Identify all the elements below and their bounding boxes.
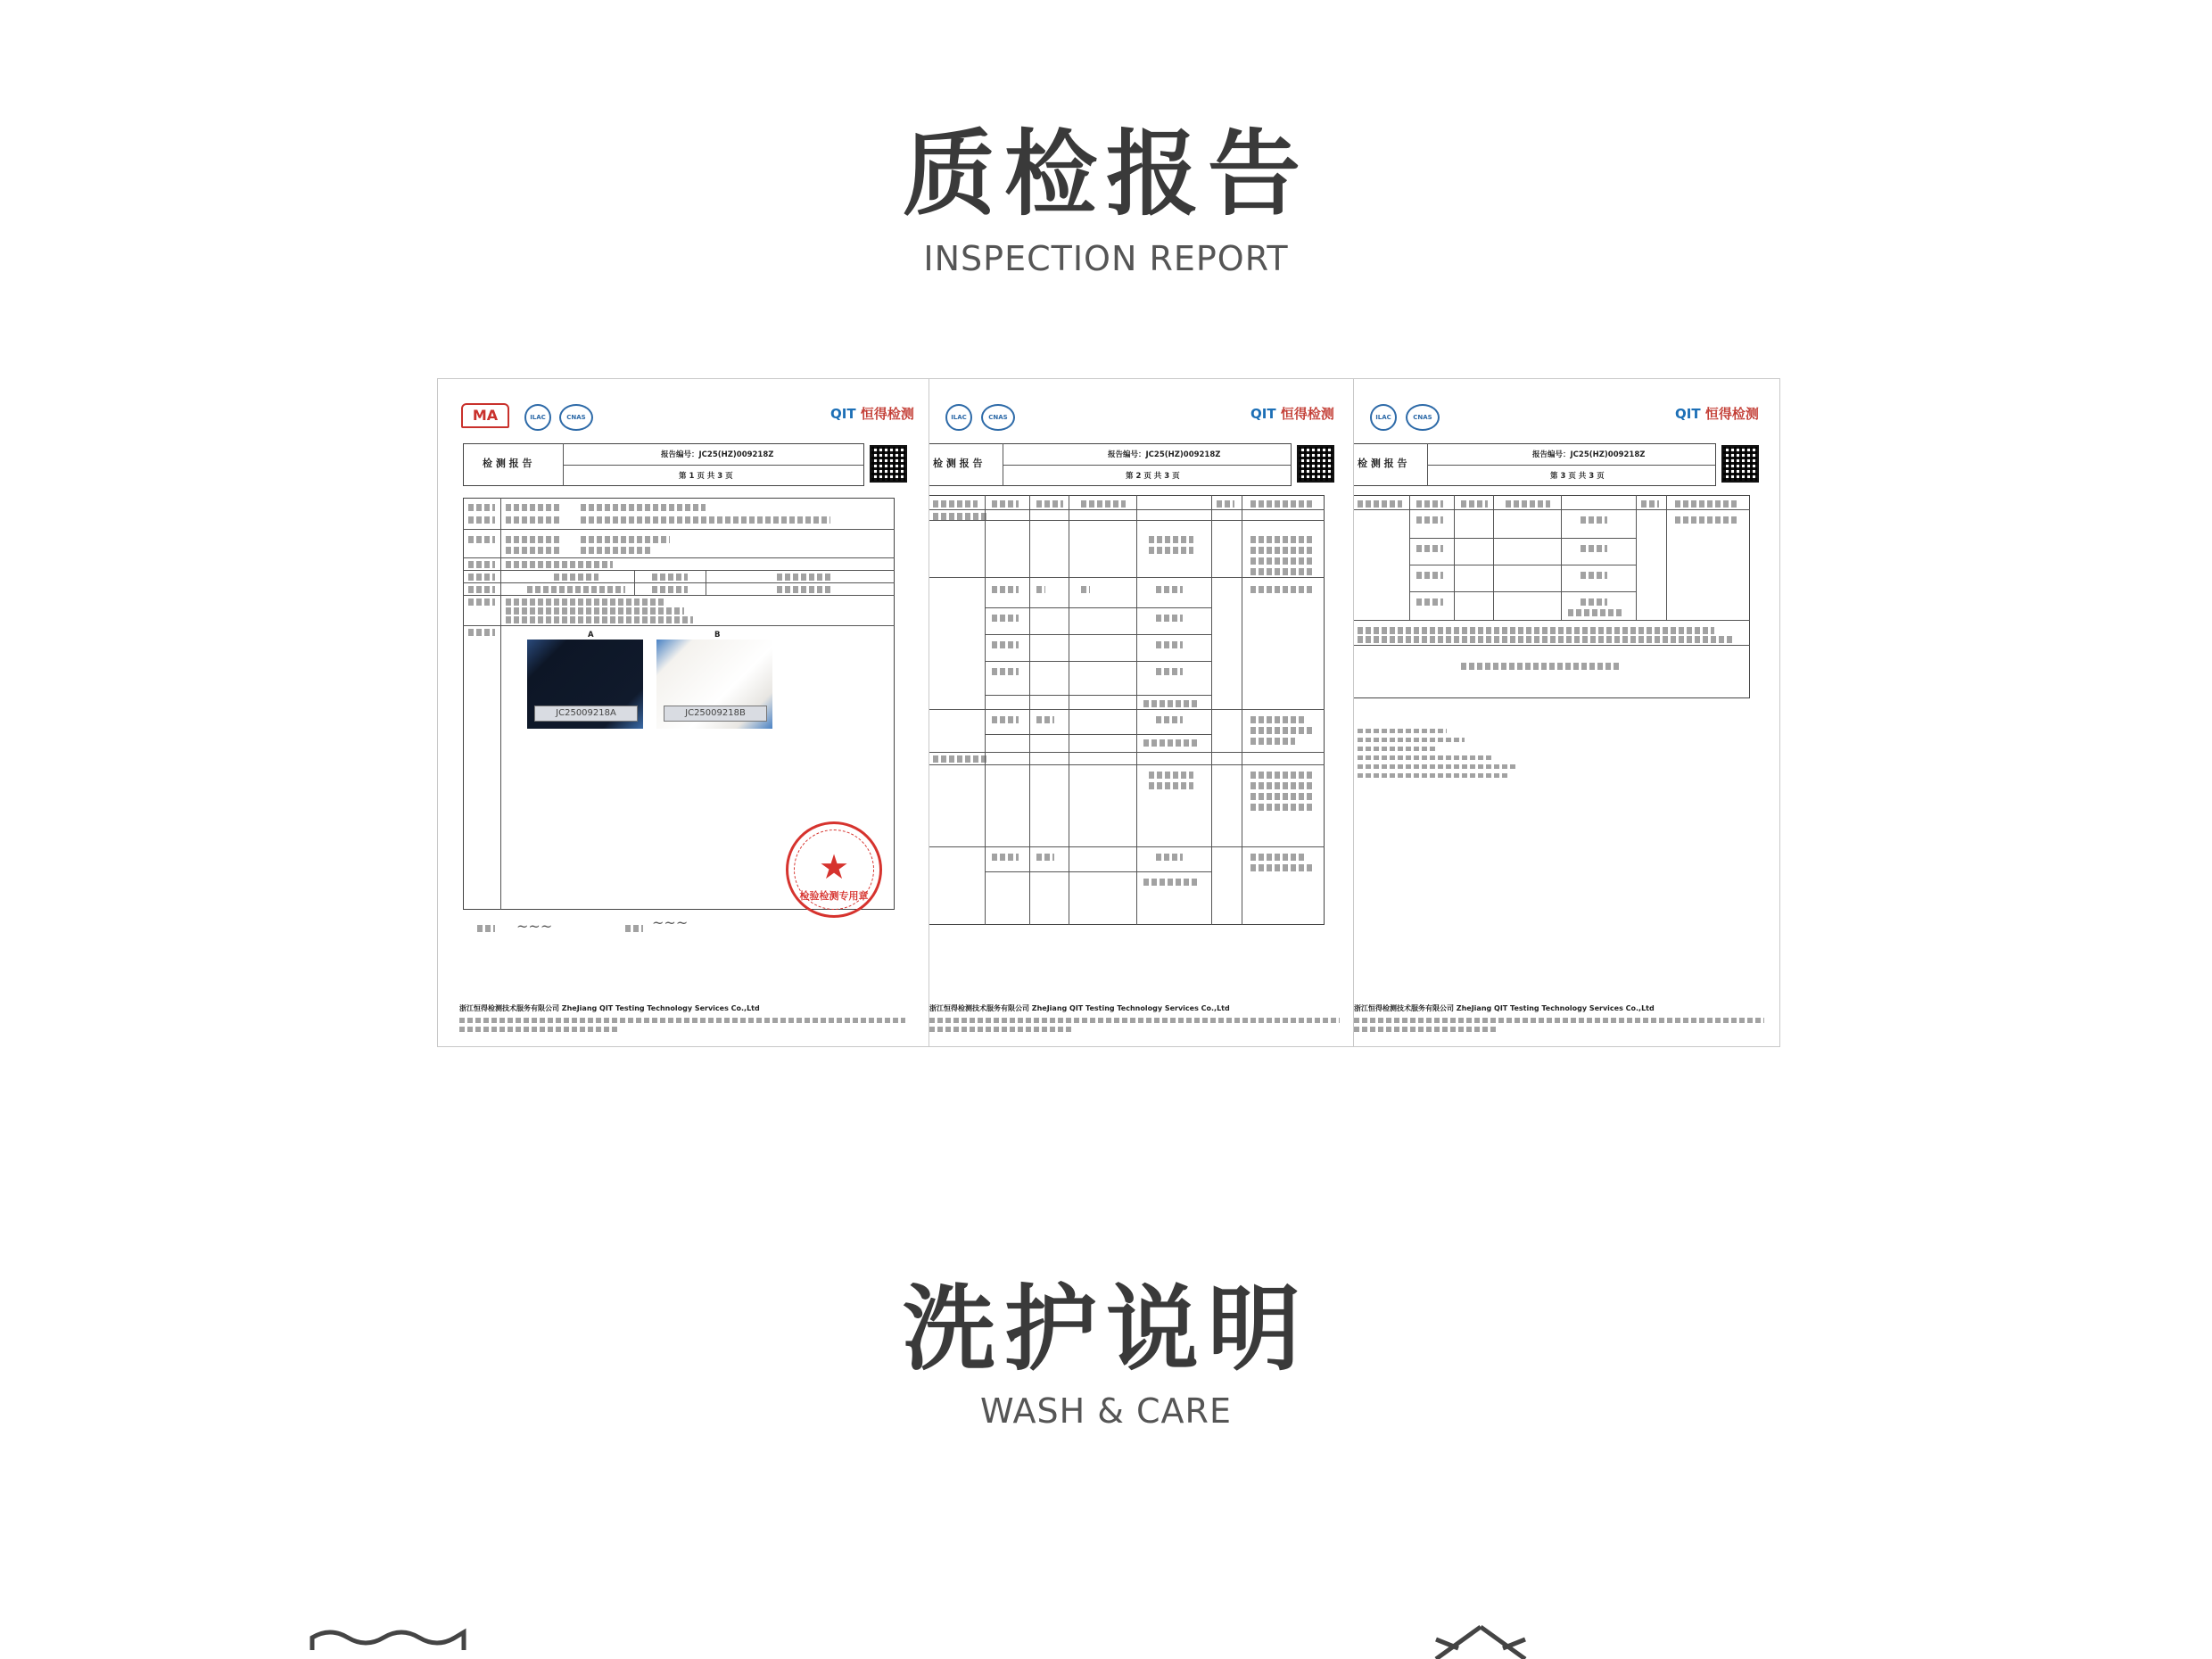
approver-signature: ~~~ [516,918,553,935]
qr-code-icon [1297,445,1334,483]
cnas-logo-icon: CNAS [981,404,1015,431]
cnas-logo-icon: CNAS [559,404,593,431]
cnas-logo-icon: CNAS [1406,404,1440,431]
footer-company: 浙江恒得检测技术服务有限公司 ZheJiang QIT Testing Technology Services Co.,Ltd [459,1004,760,1012]
report-heading: 检 测 报 告 [1358,458,1407,469]
care-title: 洗护说明 [902,1275,1309,1383]
inspection-seal-icon: ★ 检验检测专用章 [786,821,882,918]
qit-logo: QIT 恒得检测 [1250,406,1334,422]
bleach-triangle-icon [1418,1622,1543,1659]
qit-logo: QIT 恒得检测 [830,406,914,422]
ilac-logo-icon: ILAC [945,404,972,431]
report-page-1 [438,379,929,1046]
report-page-2 [929,379,1354,1046]
preparer-signature: ~~~ [652,914,689,931]
qit-logo: QIT 恒得检测 [1675,406,1759,422]
ilac-logo-icon: ILAC [524,404,551,431]
inspection-subtitle: INSPECTION REPORT [923,239,1289,278]
report-heading: 检 测 报 告 [483,458,532,469]
sample-a-label: A [588,631,594,640]
page-indicator: 第 2 页 共 3 页 [1126,472,1180,481]
wash-basin-icon [303,1623,482,1659]
sample-a-tag: JC25009218A [534,706,638,722]
inspection-title: 质检报告 [902,120,1309,228]
footer-company: 浙江恒得检测技术服务有限公司 ZheJiang QIT Testing Technology Services Co.,Ltd [1354,1004,1655,1012]
report-heading: 检 测 报 告 [933,458,983,469]
qr-code-icon [1721,445,1759,483]
page-indicator: 第 3 页 共 3 页 [1550,472,1605,481]
footer-company: 浙江恒得检测技术服务有限公司 ZheJiang QIT Testing Technology Services Co.,Ltd [929,1004,1230,1012]
inspection-report-sheets [437,378,1780,1047]
report-number: 报告编号：JC25(HZ)009218Z [1108,450,1221,459]
qr-code-icon [870,445,907,483]
sample-b-label: B [714,631,721,640]
sample-a-photo [527,640,643,729]
sample-b-photo [656,640,772,729]
ilac-logo-icon: ILAC [1370,404,1397,431]
report-number: 报告编号：JC25(HZ)009218Z [1532,450,1646,459]
report-page-3 [1354,379,1779,1046]
cma-logo-icon: MA [461,403,509,428]
report-number: 报告编号：JC25(HZ)009218Z [661,450,774,459]
care-subtitle: WASH & CARE [980,1391,1232,1431]
sample-b-tag: JC25009218B [664,706,767,722]
page-indicator: 第 1 页 共 3 页 [679,472,733,481]
